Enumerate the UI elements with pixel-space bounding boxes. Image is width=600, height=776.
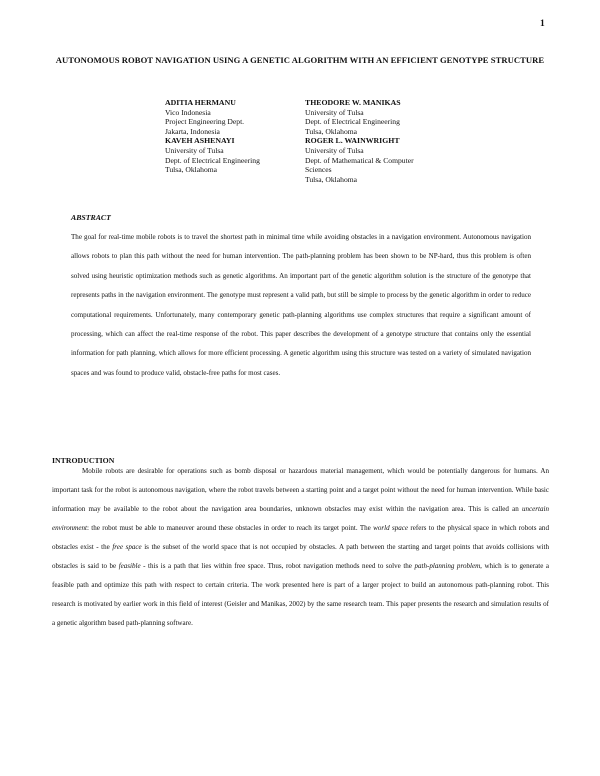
author-affiliation-line: Vico Indonesia bbox=[165, 107, 211, 117]
author-affiliation-line: Tulsa, Oklahoma bbox=[305, 126, 358, 136]
introduction-heading: INTRODUCTION bbox=[52, 456, 115, 465]
author-affiliation-line: Dept. of Mathematical & Computer bbox=[305, 155, 414, 165]
author-affiliation-line: Project Engineering Dept. bbox=[165, 117, 245, 127]
author-affiliation-line: Dept. of Electrical Engineering bbox=[305, 117, 400, 127]
intro-text: : the robot must be able to maneuver around these obstacles in order to reach its target point. The bbox=[86, 523, 374, 532]
abstract-heading: ABSTRACT bbox=[71, 213, 111, 222]
introduction-paragraph bbox=[52, 462, 549, 633]
page-number: 1 bbox=[540, 19, 545, 29]
intro-text: Mobile robots are desirable for operations such as bomb disposal or hazardous material management, which would be potentially dangerous for humans. An important task for the robot is autonomous navigation, where the robot travels between a starting point and a target point without the need for human intervention. While basic information may be available to the robot about the navigation area boundaries, unknown obstacles may exist within the navigation area. This is called an bbox=[52, 467, 549, 513]
intro-text: is the subset of the world space that is not occupied by obstacles. A path between the starting and target points that avoids collisions with obstacles is said to be bbox=[52, 542, 549, 570]
intro-term-uncertain-environment: uncertain environment bbox=[52, 504, 549, 532]
abstract-text: The goal for real-time mobile robots is to travel the shortest path in minimal time while avoiding obstacles in a navigation environment. Autonomous navigation allows robots to plan this path without the need for human intervention. The path-planning problem has been shown to be NP-hard, thus this problem is often solved using heuristic optimization methods such as genetic algorithms. An important part of the genetic algorithm solution is the structure of the genotype that represents paths in the navigation environment. The genotype must represent a valid path, but still be simple to process by the genetic algorithm in order to reduce computational requirements. Unfortunately, many contemporary genetic path-planning algorithms use complex structures that require a significant amount of processing, which can affect the real-time response of the robot. This paper describes the development of a genotype structure that contains only the essential information for path planning, which allows for more efficient processing. A genetic algorithm using this structure was tested on a variety of simulated navigation spaces and was found to produce valid, obstacle-free paths for most cases. bbox=[71, 233, 531, 377]
author-name: THEODORE W. MANIKAS bbox=[305, 98, 401, 107]
author-manikas bbox=[305, 98, 465, 136]
intro-text: - this is a path that lies within free space. Thus, robot navigation methods need to solve the bbox=[140, 561, 415, 570]
author-affiliation-line: University of Tulsa bbox=[305, 107, 364, 117]
paper-title: AUTONOMOUS ROBOT NAVIGATION USING A GENETIC ALGORITHM WITH AN EFFICIENT GENOTYPE STRUCTURE bbox=[55, 55, 545, 65]
author-affiliation-line: Jakarta, Indonesia bbox=[165, 126, 220, 136]
intro-text: , which is to generate a feasible path and optimize this path with respect to certain criteria. The work presented here is part of a larger project to build an autonomous path-planning robot. This research is motivated by earlier work in this field of interest (Geisler and Manikas, 2002) by the same research team. This paper presents the research and simulation results of a genetic algorithm based path-planning software. bbox=[52, 561, 549, 627]
intro-term-world-space: world space bbox=[373, 523, 409, 532]
author-wainwright bbox=[305, 136, 465, 184]
intro-term-feasible: feasible bbox=[118, 561, 141, 570]
author-affiliation-line: Dept. of Electrical Engineering bbox=[165, 155, 260, 165]
author-affiliation-line: Tulsa, Oklahoma bbox=[305, 174, 358, 184]
author-column-right bbox=[305, 98, 465, 184]
author-name: ADITIA HERMANU bbox=[165, 98, 236, 107]
author-hermanu bbox=[165, 98, 305, 136]
intro-term-path-planning-problem: path-planning problem bbox=[414, 561, 481, 570]
intro-text: refers to the physical space in which robots and obstacles exist - the bbox=[52, 523, 549, 551]
intro-term-free-space: free space bbox=[112, 542, 142, 551]
author-column-left bbox=[165, 98, 305, 175]
author-affiliation-line: Tulsa, Oklahoma bbox=[165, 165, 218, 175]
author-ashenayi bbox=[165, 136, 305, 174]
author-affiliation-line: Sciences bbox=[305, 165, 332, 175]
author-affiliation-line: University of Tulsa bbox=[165, 145, 224, 155]
author-name: ROGER L. WAINWRIGHT bbox=[305, 136, 400, 146]
author-affiliation-line: University of Tulsa bbox=[305, 145, 364, 155]
author-name: KAVEH ASHENAYI bbox=[165, 136, 235, 146]
